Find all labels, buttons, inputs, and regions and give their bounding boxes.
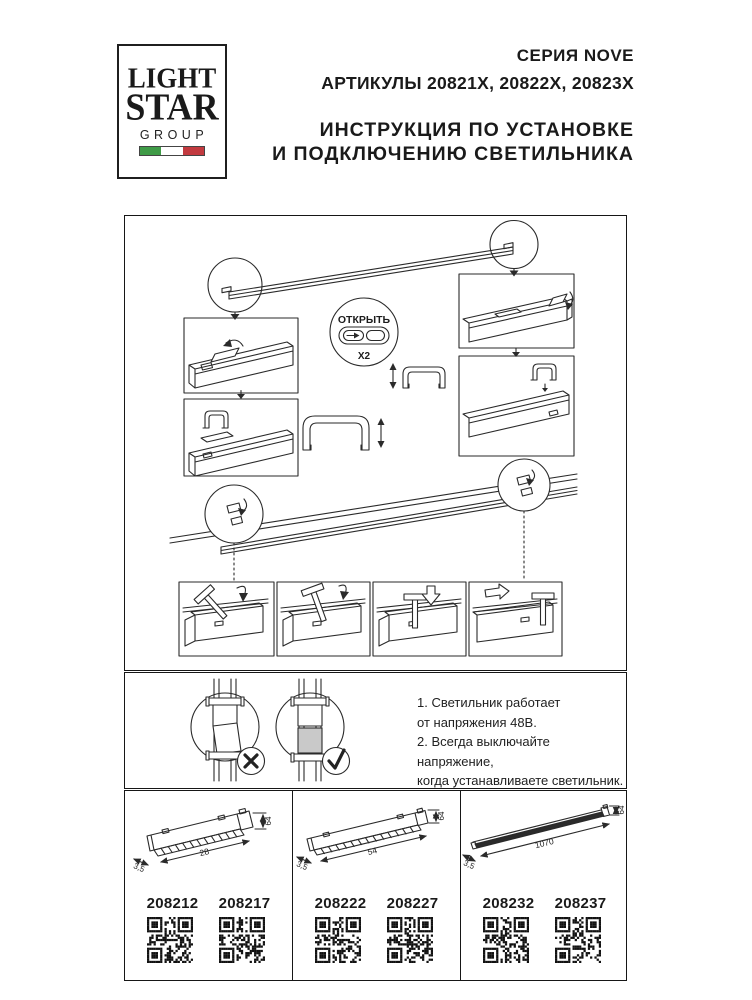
articles-row [293,895,460,963]
italian-flag-icon [139,146,205,156]
height-dim: 64 [617,805,626,815]
length-dim: 54 [366,845,379,858]
arrow-left-down [237,391,245,400]
articles-row [461,895,628,963]
magnifier-clip-right [498,459,550,580]
article-item [219,895,271,963]
article-number: 208217 [218,895,271,912]
detail-left-step1 [184,318,298,393]
safety-notes-text [417,693,626,791]
detail-right-step1 [459,274,574,348]
clip-icon-large [303,416,385,450]
step-box-3 [373,582,466,656]
magnifier-circle-left [208,258,262,320]
note-line-4: когда устанавливаете светильник. [417,773,624,788]
product-panel-3 [460,791,628,980]
header [272,46,634,167]
page-title [272,119,634,167]
step-box-2 [277,582,370,656]
product-drawing-2 [293,791,460,893]
qr-code [315,917,361,963]
length-dim: 1070 [533,836,555,851]
qr-code [147,917,193,963]
qr-code [387,917,433,963]
safety-notes-section [124,672,627,789]
detail-right-step2 [459,356,574,456]
article-number: 208227 [386,895,439,912]
correct-connection-diagram [276,679,350,781]
article-number: 208232 [482,895,535,912]
cross-icon [238,748,265,775]
width-dim: 3,5 [132,861,146,875]
width-dim: 3,5 [462,858,476,872]
qr-code [483,917,529,963]
track-bar [222,243,513,299]
product-panel-1 [125,791,292,980]
logo-word-group: GROUP [139,127,209,142]
product-variants-section [124,790,627,981]
height-dim: 64 [264,816,273,826]
installation-diagram-svg [125,216,626,670]
detail-left-step2 [184,399,298,476]
width-dim: 3,5 [295,859,309,873]
article-item [555,895,607,963]
magnifier-clip-left [205,485,263,580]
page-title-line2: И ПОДКЛЮЧЕНИЮ СВЕТИЛЬНИКА [272,142,634,165]
qr-code [555,917,601,963]
articles-row [125,895,292,963]
article-number: 208222 [314,895,367,912]
article-item [387,895,439,963]
step-box-1 [179,582,274,656]
magnifier-circle-right [490,221,538,277]
product-drawing-3 [461,791,628,893]
series-title: СЕРИЯ NOVE [516,46,634,65]
length-dim: 28 [198,846,211,859]
flag-green [140,147,161,155]
articles-line: АРТИКУЛЫ 20821X, 20822X, 20823X [321,73,634,93]
wrong-connection-diagram [191,679,265,781]
check-icon [323,748,350,775]
logo-word-star: STAR [125,86,219,129]
connector-alignment-svg [125,673,415,785]
logo-word-light: LIGHT [127,62,217,95]
note-line-2: от напряжения 48В. [417,714,537,730]
dimension-lines [295,810,446,872]
article-item [315,895,367,963]
open-label: ОТКРЫТЬ [337,314,391,326]
product-drawing-1 [125,791,292,893]
clip-icon-small [390,363,446,389]
article-number: 208237 [554,895,607,912]
installation-diagram-section [124,215,627,671]
lightstar-logo [117,44,227,179]
step-box-4 [469,582,562,656]
flag-red [183,147,204,155]
product-panel-2 [292,791,460,980]
article-item [483,895,535,963]
open-count-label: X2 [357,351,371,362]
qr-code [219,917,265,963]
flag-white [161,147,182,155]
page-title-line1: ИНСТРУКЦИЯ ПО УСТАНОВКЕ [319,119,634,141]
note-line-1: 1. Светильник работает [417,695,561,710]
note-line-3: 2. Всегда выключайте напряжение, [417,734,550,769]
open-slider-icon [330,298,398,366]
height-dim: 64 [437,811,446,821]
article-item [147,895,199,963]
article-number: 208212 [146,895,199,912]
